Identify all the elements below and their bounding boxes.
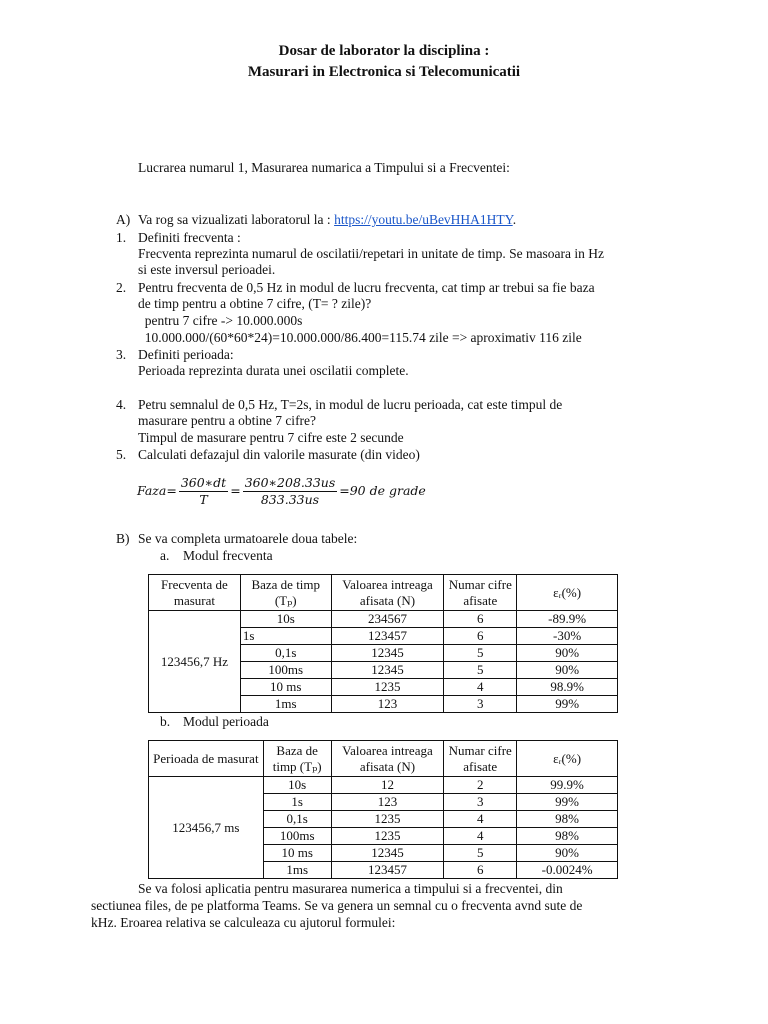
table-cell: 100ms: [263, 828, 331, 845]
header-cell: Baza de timp (Tₚ): [263, 741, 331, 777]
phase-formula: [137, 475, 426, 508]
fraction-2-numerator: 360∗208.33us: [244, 475, 336, 490]
subsection-b-text: Modul perioada: [183, 714, 269, 729]
subsection-b-label: b.: [160, 714, 171, 729]
table-cell: 12345: [331, 662, 444, 679]
table-cell: 123457: [331, 628, 444, 645]
q3-line: Perioada reprezinta durata unei oscilatii complete.: [138, 363, 409, 378]
q1-line: si este inversul perioadei.: [138, 262, 276, 277]
table-cell: 1235: [331, 679, 444, 696]
table-cell: 100ms: [240, 662, 331, 679]
period-mode-table: [148, 740, 618, 879]
closing-line: sectiunea files, de pe platforma Teams. Se va genera un semnal cu o frecventa avnd sute de: [91, 898, 583, 913]
table-cell: 99%: [517, 696, 618, 713]
header-cell: εᵣ(%): [517, 741, 618, 777]
table-cell: 1ms: [263, 862, 331, 879]
table-cell: 0,1s: [263, 811, 331, 828]
measured-value-cell: 123456,7 Hz: [149, 611, 241, 713]
table-cell: 4: [444, 811, 517, 828]
q1-number: 1.: [116, 230, 127, 245]
table-cell: 3: [444, 794, 517, 811]
fraction-2: [243, 475, 338, 508]
header-cell: Numar cifre afisate: [444, 741, 517, 777]
table-cell: 1s: [263, 794, 331, 811]
table-cell: 10 ms: [240, 679, 331, 696]
q1-line: Definiti frecventa :: [138, 230, 241, 245]
table-cell: 1ms: [240, 696, 331, 713]
table-cell: 98%: [517, 828, 618, 845]
table-cell: 5: [444, 845, 517, 862]
q4-number: 4.: [116, 397, 127, 412]
q5-line: Calculati defazajul din valorile masurate (din video): [138, 447, 420, 462]
section-b-text: Se va completa urmatoarele doua tabele:: [138, 531, 358, 546]
table-cell: 123: [331, 794, 444, 811]
header-cell: εᵣ(%): [517, 575, 618, 611]
q2-line: Pentru frecventa de 0,5 Hz in modul de lucru frecventa, cat timp ar trebui sa fie baza: [138, 280, 595, 295]
formula-eq-2: =: [230, 483, 241, 498]
table-cell: 6: [444, 862, 517, 879]
table-cell: 2: [444, 777, 517, 794]
table-cell: 1s: [240, 628, 331, 645]
subsection-a-label: a.: [160, 548, 170, 563]
section-a-text: Va rog sa vizualizati laboratorul la :: [138, 212, 331, 227]
header-cell: Numar cifre afisate: [444, 575, 517, 611]
table-cell: 1235: [331, 811, 444, 828]
link-suffix: .: [512, 212, 517, 227]
table-cell: 99%: [517, 794, 618, 811]
table-cell: 5: [444, 662, 517, 679]
table-cell: 90%: [517, 662, 618, 679]
closing-line: kHz. Eroarea relativa se calculeaza cu ajutorul formulei:: [91, 915, 396, 930]
q1-line: Frecventa reprezinta numarul de oscilatii/repetari in unitate de timp. Se masoara in Hz: [138, 246, 604, 261]
table-cell: -0.0024%: [517, 862, 618, 879]
fraction-1-denominator: T: [199, 492, 208, 507]
table-cell: 123457: [331, 862, 444, 879]
table-cell: 4: [444, 828, 517, 845]
formula-lhs: Faza: [137, 483, 167, 498]
document-title-line1: Dosar de laborator la disciplina :: [278, 43, 490, 59]
q2-line: pentru 7 cifre -> 10.000.000s: [138, 313, 303, 328]
table-cell: 6: [444, 628, 517, 645]
fraction-2-denominator: 833.33us: [260, 492, 320, 507]
table-cell: -30%: [517, 628, 618, 645]
table-cell: 6: [444, 611, 517, 628]
document-title-line2: Masurari in Electronica si Telecomunicatii: [247, 64, 521, 80]
table-cell: 12345: [331, 645, 444, 662]
table-cell: 1235: [331, 828, 444, 845]
table-cell: 90%: [517, 645, 618, 662]
table-cell: 0,1s: [240, 645, 331, 662]
table-cell: 12345: [331, 845, 444, 862]
table-cell: 123: [331, 696, 444, 713]
q2-line: 10.000.000/(60*60*24)=10.000.000/86.400=115.74 zile => aproximativ 116 zile: [138, 330, 582, 345]
table-cell: 10 ms: [263, 845, 331, 862]
header-cell: Baza de timp (Tₚ): [240, 575, 331, 611]
fraction-1-numerator: 360∗dt: [180, 475, 227, 490]
header-cell: Valoarea intreaga afisata (N): [331, 575, 444, 611]
intro-text: Lucrarea numarul 1, Masurarea numarica a Timpului si a Frecventei:: [138, 160, 510, 175]
table-cell: 3: [444, 696, 517, 713]
table-cell: 5: [444, 645, 517, 662]
q2-number: 2.: [116, 280, 127, 295]
q3-line: Definiti perioada:: [138, 347, 234, 362]
q4-line: Petru semnalul de 0,5 Hz, T=2s, in modul de lucru perioada, cat este timpul de: [138, 397, 563, 412]
header-cell: Perioada de masurat: [149, 741, 264, 777]
q4-line: masurare pentru a obtine 7 cifre?: [138, 413, 317, 428]
table-cell: 4: [444, 679, 517, 696]
table-cell: 12: [331, 777, 444, 794]
table-cell: 234567: [331, 611, 444, 628]
section-b-marker: B): [116, 531, 130, 546]
table-cell: 98.9%: [517, 679, 618, 696]
closing-line: Se va folosi aplicatia pentru masurarea numerica a timpului si a frecventei, din: [138, 881, 563, 896]
q4-line: Timpul de masurare pentru 7 cifre este 2 secunde: [138, 430, 404, 445]
q5-number: 5.: [116, 447, 127, 462]
q3-number: 3.: [116, 347, 127, 362]
q2-line: de timp pentru a obtine 7 cifre, (T= ? zile)?: [138, 296, 372, 311]
table-cell: 10s: [263, 777, 331, 794]
table-cell: 98%: [517, 811, 618, 828]
section-a-line: [138, 212, 516, 228]
header-cell: Frecventa de masurat: [149, 575, 241, 611]
table-cell: -89.9%: [517, 611, 618, 628]
formula-result: =90 de grade: [339, 483, 426, 498]
header-cell: Valoarea intreaga afisata (N): [331, 741, 444, 777]
section-a-marker: A): [116, 212, 131, 227]
table-cell: 90%: [517, 845, 618, 862]
video-link[interactable]: https://youtu.be/uBevHHA1HTY: [334, 212, 513, 227]
fraction-1: [179, 475, 228, 508]
formula-eq: =: [166, 483, 177, 498]
table-cell: 10s: [240, 611, 331, 628]
frequency-mode-table: [148, 574, 618, 713]
table-cell: 99.9%: [517, 777, 618, 794]
subsection-a-text: Modul frecventa: [183, 548, 273, 563]
measured-value-cell: 123456,7 ms: [149, 777, 264, 879]
